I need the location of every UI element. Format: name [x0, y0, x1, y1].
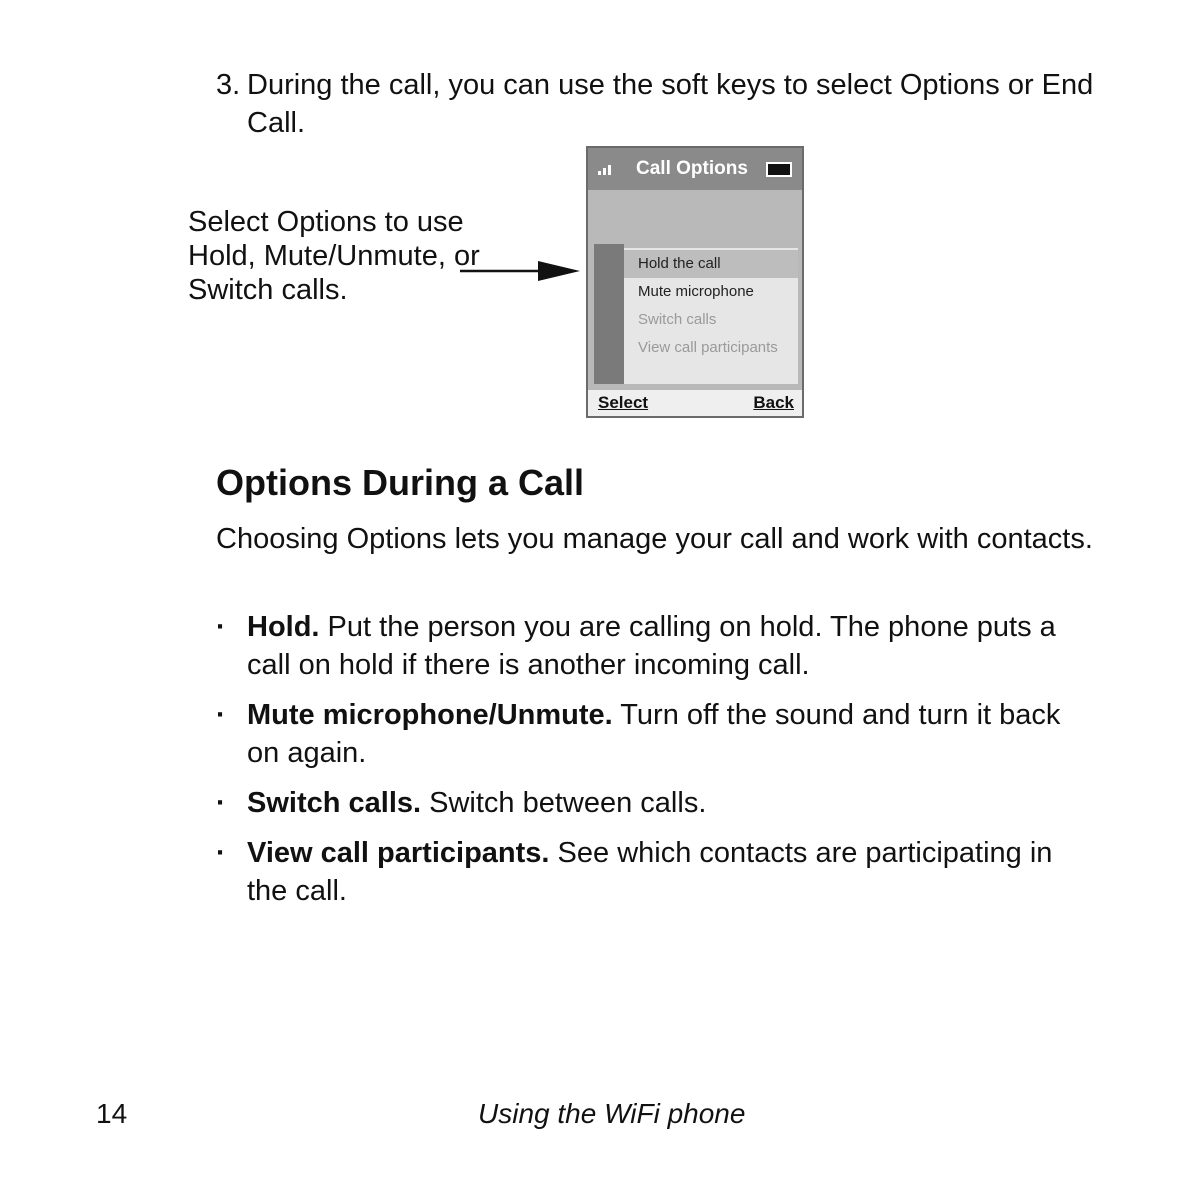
options-list — [216, 608, 1096, 922]
menu-item-view-participants: View call participants — [638, 339, 778, 356]
menu-item-hold[interactable]: Hold the call — [624, 250, 798, 278]
bullet-icon: · — [216, 699, 226, 731]
option-description: Turn off the sound and turn it back on again. — [247, 699, 1061, 769]
callout-arrow-icon — [458, 258, 582, 284]
running-footer: Using the WiFi phone — [478, 1098, 746, 1129]
option-term: View call participants. — [247, 837, 550, 869]
phone-header — [588, 148, 802, 190]
phone-title: Call Options — [636, 158, 748, 179]
section-title: Options During a Call — [216, 462, 585, 503]
page-number: 14 — [96, 1098, 128, 1129]
section-intro: Choosing Options lets you manage your call and work with contacts. — [216, 523, 1093, 555]
option-term: Switch calls. — [247, 787, 422, 819]
step-number: 3. — [216, 69, 241, 101]
list-item — [216, 784, 1096, 822]
bullet-icon: · — [216, 611, 226, 643]
option-description: See which contacts are participating in the call. — [247, 837, 1053, 907]
list-item — [216, 696, 1096, 772]
select-softkey[interactable]: Select — [598, 393, 649, 412]
list-item — [216, 834, 1096, 910]
step-text: During the call, you can use the soft keys to select Options or End Call. — [247, 69, 1094, 139]
bullet-icon: · — [216, 837, 226, 869]
softkey-bar — [588, 390, 802, 416]
battery-icon — [766, 162, 792, 177]
option-description: Put the person you are calling on hold. The phone puts a call on hold if there is another incoming call. — [247, 611, 1056, 681]
phone-menu — [624, 248, 798, 384]
signal-icon — [598, 163, 620, 175]
list-item — [216, 608, 1096, 684]
back-softkey[interactable]: Back — [753, 393, 794, 412]
menu-item-switch-calls: Switch calls — [638, 311, 717, 328]
option-term: Mute microphone/Unmute. — [247, 699, 613, 731]
option-term: Hold. — [247, 611, 320, 643]
phone-sidebar — [594, 244, 624, 384]
menu-item-mute[interactable]: Mute microphone — [638, 283, 754, 300]
callout-text: Select Options to use Hold, Mute/Unmute, or Switch calls. — [188, 206, 480, 306]
phone-screen — [586, 146, 804, 418]
bullet-icon: · — [216, 787, 226, 819]
option-description: Switch between calls. — [421, 787, 707, 819]
step-3 — [216, 66, 1096, 142]
